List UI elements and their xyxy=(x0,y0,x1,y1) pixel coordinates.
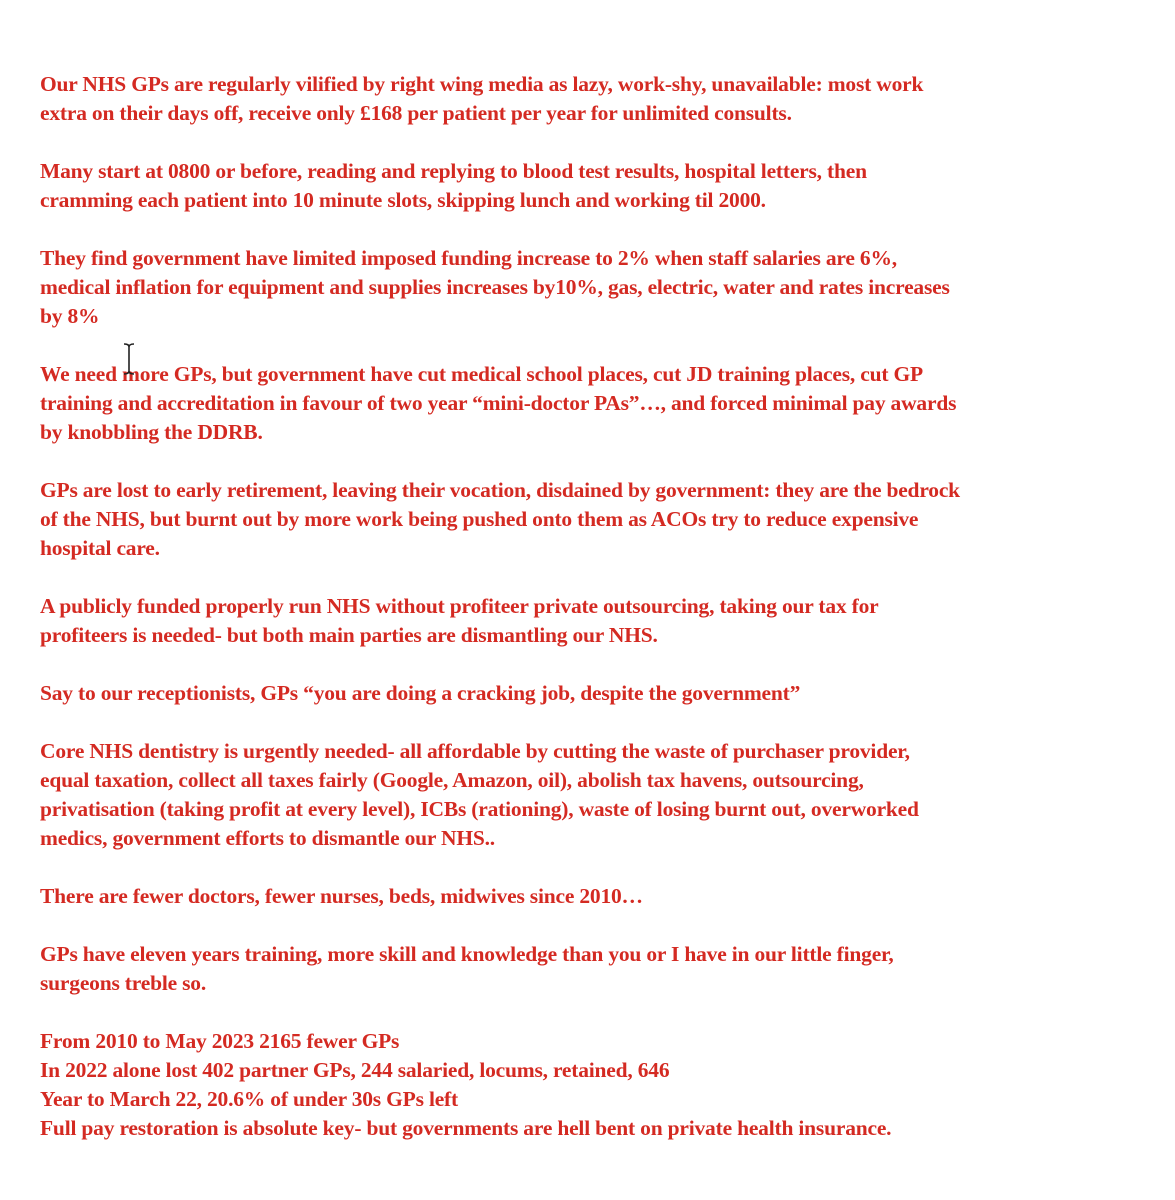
text-line: Our NHS GPs are regularly vilified by right wing media as lazy, work-shy, unavailable: most work xyxy=(40,72,924,96)
text-line: Full pay restoration is absolute key- but governments are hell bent on private health insurance. xyxy=(40,1116,892,1140)
text-line: GPs are lost to early retirement, leaving their vocation, disdained by government: they are the bedrock xyxy=(40,478,960,502)
text-line: GPs have eleven years training, more skill and knowledge than you or I have in our little finger, xyxy=(40,942,894,966)
document-body xyxy=(40,70,1155,1143)
text-line: surgeons treble so. xyxy=(40,971,207,995)
text-line: They find government have limited imposed funding increase to 2% when staff salaries are 6%, xyxy=(40,246,897,270)
text-line: privatisation (taking profit at every level), ICBs (rationing), waste of losing burnt out, overworked xyxy=(40,797,919,821)
text-line: hospital care. xyxy=(40,536,160,560)
text-line: From 2010 to May 2023 2165 fewer GPs xyxy=(40,1029,400,1053)
text-line: equal taxation, collect all taxes fairly (Google, Amazon, oil), abolish tax havens, outsourcing, xyxy=(40,768,864,792)
text-line: Year to March 22, 20.6% of under 30s GPs left xyxy=(40,1087,458,1111)
text-line: profiteers is needed- but both main parties are dismantling our NHS. xyxy=(40,623,658,647)
paragraph xyxy=(40,244,1155,331)
text-line: by knobbling the DDRB. xyxy=(40,420,263,444)
text-line: training and accreditation in favour of two year “mini-doctor PAs”…, and forced minimal pay awards xyxy=(40,391,957,415)
paragraph xyxy=(40,157,1155,215)
text-line: cramming each patient into 10 minute slots, skipping lunch and working til 2000. xyxy=(40,188,766,212)
text-line: Many start at 0800 or before, reading and replying to blood test results, hospital letters, then xyxy=(40,159,867,183)
text-line: In 2022 alone lost 402 partner GPs, 244 salaried, locums, retained, 646 xyxy=(40,1058,670,1082)
paragraph xyxy=(40,940,1155,998)
text-line: by 8% xyxy=(40,304,100,328)
paragraph xyxy=(40,679,1155,708)
paragraph xyxy=(40,1027,1155,1143)
text-line: medical inflation for equipment and supplies increases by10%, gas, electric, water and rates increases xyxy=(40,275,950,299)
paragraph xyxy=(40,70,1155,128)
text-line: A publicly funded properly run NHS without profiteer private outsourcing, taking our tax for xyxy=(40,594,879,618)
text-cursor-icon xyxy=(122,343,136,375)
text-line: of the NHS, but burnt out by more work being pushed onto them as ACOs try to reduce expensive xyxy=(40,507,919,531)
text-line: medics, government efforts to dismantle our NHS.. xyxy=(40,826,495,850)
text-line: There are fewer doctors, fewer nurses, beds, midwives since 2010… xyxy=(40,884,643,908)
text-line: We need more GPs, but government have cut medical school places, cut JD training places, cut GP xyxy=(40,362,923,386)
paragraph xyxy=(40,882,1155,911)
paragraph xyxy=(40,360,1155,447)
paragraph xyxy=(40,476,1155,563)
text-line: Core NHS dentistry is urgently needed- all affordable by cutting the waste of purchaser provider, xyxy=(40,739,910,763)
paragraph xyxy=(40,592,1155,650)
text-line: extra on their days off, receive only £168 per patient per year for unlimited consults. xyxy=(40,101,792,125)
paragraph xyxy=(40,737,1155,853)
text-line: Say to our receptionists, GPs “you are doing a cracking job, despite the government” xyxy=(40,681,801,705)
